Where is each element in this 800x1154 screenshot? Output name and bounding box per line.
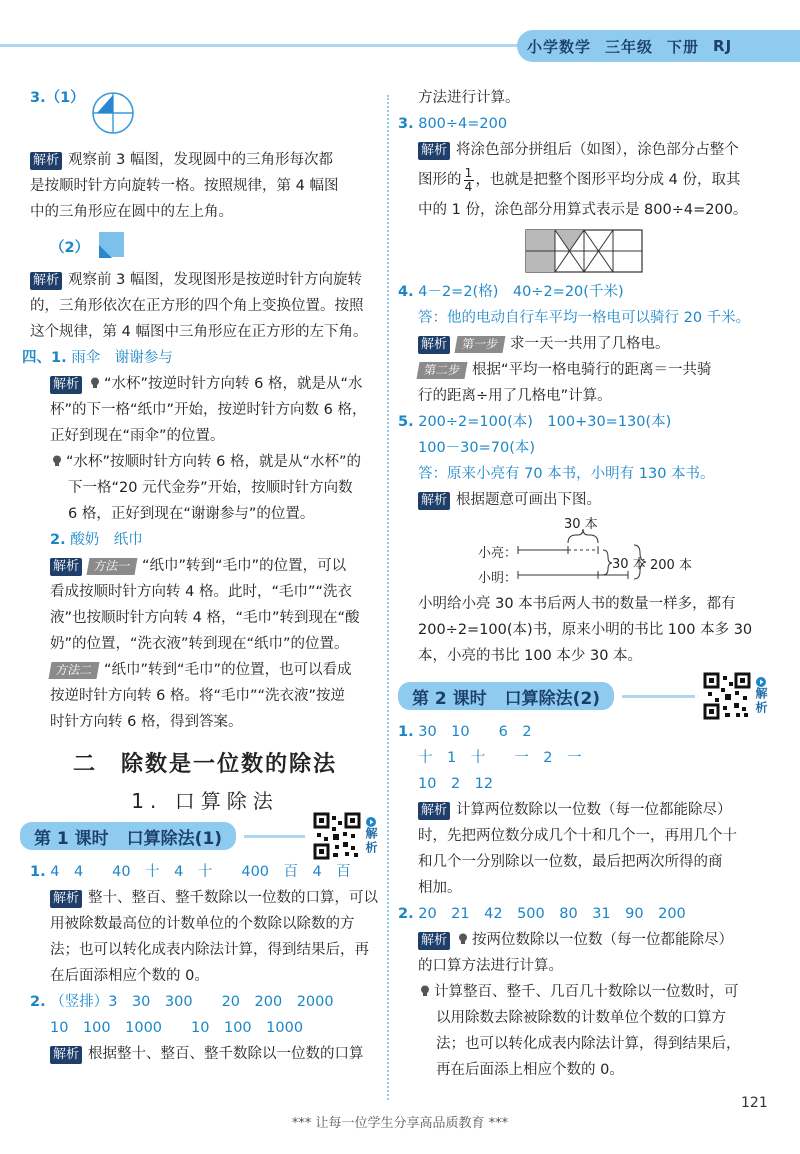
l1-analysis-1: 解析 整十、整百、整千数除以一位数的口算，可以	[30, 885, 380, 911]
l2-answer-2: 10 100 1000 10 100 1000	[50, 1020, 304, 1036]
p1-analysis-1: 解析 计算两位数除以一位数（每一位都能除尽）	[398, 797, 770, 823]
bulb-icon	[90, 377, 100, 389]
analysis-badge: 解析	[50, 376, 82, 394]
analysis-badge: 解析	[418, 492, 450, 510]
lesson2-banner	[398, 679, 770, 713]
bulb-icon	[420, 985, 430, 997]
diagram-top-label: 30 本	[564, 517, 598, 532]
p2-answer: 2. 20 21 42 500 80 31 90 200	[398, 906, 686, 922]
r4-step1: 解析 第一步 求一天一共用了几格电。	[398, 331, 770, 357]
r5-paragraph-1: 小明给小亮 30 本书后两人书的数量一样多，都有	[418, 596, 736, 612]
p1-analysis-3: 和几个一分别除以一位数，最后把两次所得的商	[418, 854, 723, 870]
s4-2-answer: 2. 酸奶 纸巾	[50, 532, 143, 548]
p2-analysis-1: 解析 按两位数除以一位数（每一位都能除尽）	[398, 927, 770, 953]
analysis-badge: 解析	[418, 802, 450, 820]
fraction-one-quarter: $\frac{1}{4}$	[464, 165, 473, 194]
method2-tag: 方法二	[49, 662, 100, 679]
q3-2-row	[30, 225, 380, 267]
step2-tag: 第二步	[417, 362, 468, 379]
s4-2-method1-2: 看成按顺时针方向转 4 格。此时，“毛巾”“洗衣	[50, 584, 352, 600]
r5-analysis: 解析 根据题意可画出下图。	[398, 487, 770, 513]
qr-code-icon[interactable]	[313, 812, 361, 860]
s4-1-analysis-1: 解析 “水杯”按逆时针方向转 6 格，就是从“水	[30, 371, 380, 397]
p1-answer-1: 1. 30 10 6 2	[398, 724, 532, 740]
s4-1-bullet2-2: 下一格“20 元代金券”开始，按顺时针方向数	[68, 480, 353, 496]
l1-analysis-2: 用被除数最高位的计数单位的个数除以除数的方	[50, 916, 355, 932]
s4-1-analysis-3: 正好到现在“雨伞”的位置。	[50, 428, 225, 444]
analysis-badge: 解析	[30, 152, 62, 170]
q3-1-row	[30, 85, 380, 147]
right-column	[398, 85, 770, 1083]
lesson2-pill: 第 2 课时 口算除法(2)	[398, 682, 614, 710]
l2-answer-1: 2. （竖排）3 30 300 20 200 2000	[30, 994, 334, 1010]
sub-title: 1. 口算除法	[131, 789, 279, 813]
header-subject: 小学数学	[527, 37, 592, 56]
step1-tag: 第一步	[455, 336, 506, 353]
r4-answer: 4. 4－2=2(格) 40÷2=20(千米)	[398, 284, 624, 300]
method1-tag: 方法一	[87, 558, 138, 575]
r4-step2: 第二步 根据“平均一格电骑行的距离＝一共骑	[398, 357, 770, 383]
square-triangle-figure	[95, 231, 125, 261]
analysis-badge: 解析	[418, 932, 450, 950]
header-line	[0, 44, 520, 47]
l1-answer: 1. 4 4 40 十 4 十 400 百 4 百	[30, 864, 351, 880]
analysis-badge: 解析	[30, 272, 62, 290]
s4-2-method2-3: 时针方向转 6 格，得到答案。	[50, 714, 243, 730]
q3-1-analysis-1: 解析 观察前 3 幅图，发现圆中的三角形每次都	[30, 147, 380, 173]
play-icon	[756, 677, 766, 687]
s4-2-method1-1: 解析 方法一 “纸巾”转到“毛巾”的位置，可以	[30, 553, 380, 579]
analysis-badge: 解析	[418, 142, 450, 160]
p1-answer-2: 十 1 十 一 2 一	[418, 750, 582, 766]
unit-title: 二 除数是一位数的除法	[72, 752, 337, 777]
r3-answer: 3. 800÷4=200	[398, 116, 508, 132]
r5-paragraph-3: 本，小亮的书比 100 本少 30 本。	[418, 648, 643, 664]
analysis-vert-block	[751, 677, 770, 715]
analysis-vertical-label: 解析	[754, 687, 768, 715]
line-diagram	[398, 513, 770, 591]
p2-bullet2-2: 以用除数去除被除数的计数单位个数的口算方	[436, 1010, 726, 1026]
r5-conclusion: 答：原来小亮有 70 本书，小明有 130 本书。	[418, 466, 715, 482]
r3-analysis-1: 解析 将涂色部分拼组后（如图），涂色部分占整个	[398, 137, 770, 163]
p2-bullet2-4: 再在后面添上相应个数的 0。	[436, 1062, 624, 1078]
bulb-icon	[458, 933, 468, 945]
shaded-rectangle-figure	[525, 229, 643, 273]
r3-figure-row	[398, 223, 770, 279]
analysis-badge: 解析	[50, 558, 82, 576]
r5-answer-2: 100－30=70(本)	[418, 440, 536, 456]
analysis-vert-block	[361, 817, 380, 855]
page-header	[0, 30, 800, 62]
r3-analysis-2: 图形的 $\frac{1}{4}$ ，也就是把整个图形平均分成 4 份，取其	[418, 165, 741, 194]
r5-paragraph-2: 200÷2=100(本)书，原来小明的书比 100 本多 30	[418, 622, 753, 638]
q3-2-analysis-3: 这个规律，第 4 幅图中三角形应在正方形的左下角。	[30, 324, 368, 340]
s4-1-bullet2-1: “水杯”按顺时针方向转 6 格，就是从“水杯”的	[30, 449, 380, 475]
lesson2-line	[622, 695, 695, 698]
p2-bullet2-1: 计算整百、整千、几百几十数除以一位数时，可	[398, 979, 770, 1005]
p1-analysis-2: 时，先把两位数分成几个十和几个一，再用几个十	[418, 828, 737, 844]
p2-bullet2-3: 法；也可以转化成表内除法计算，得到结果后，	[436, 1036, 741, 1052]
diagram-xiaoliang-label: 小亮：	[478, 546, 518, 561]
q3-2-label: （2）	[50, 239, 90, 256]
q3-1-analysis-2: 是按顺时针方向旋转一格。按照规律，第 4 幅图	[30, 178, 339, 194]
s4-1-answer: 四、1. 雨伞 谢谢参与	[22, 350, 173, 366]
diagram-xiaoming-label: 小明：	[478, 571, 518, 586]
analysis-badge: 解析	[418, 336, 450, 354]
diagram-total-label: 200 本	[650, 558, 692, 573]
s4-2-method2-2: 按逆时针方向转 6 格。将“毛巾”“洗衣液”按逆	[50, 688, 345, 704]
analysis-badge: 解析	[50, 1046, 82, 1064]
qr-code-icon[interactable]	[703, 672, 751, 720]
l2-analysis-1: 解析 根据整十、整百、整千数除以一位数的口算	[30, 1041, 380, 1067]
header-term: 下册	[667, 37, 700, 56]
circle-triangle-figure	[91, 91, 135, 135]
l1-analysis-3: 法；也可以转化成表内除法计算，得到结果后，再	[50, 942, 369, 958]
header-pill	[517, 30, 800, 62]
q3-1-label: 3.（1）	[30, 90, 85, 106]
lesson1-pill: 第 1 课时 口算除法(1)	[20, 822, 236, 850]
s4-2-method1-3: 液”也按顺时针方向转 4 格，“毛巾”转到现在“酸	[50, 610, 360, 626]
p1-analysis-4: 相加。	[418, 880, 462, 896]
header-edition: RJ	[713, 37, 733, 55]
page-number: 121	[741, 1095, 768, 1111]
diagram-mid-label: 30 本	[612, 557, 646, 572]
r5-answer-1: 5. 200÷2=100(本) 100+30=130(本)	[398, 414, 672, 430]
q3-1-analysis-3: 中的三角形应在圆中的左上角。	[30, 204, 233, 220]
s4-1-analysis-2: 杯”的下一格“纸巾”开始，按逆时针方向数 6 格，	[50, 402, 367, 418]
header-grade: 三年级	[605, 37, 654, 56]
column-divider	[387, 95, 389, 1100]
p2-analysis-2: 的口算方法进行计算。	[418, 958, 563, 974]
left-column	[22, 85, 380, 1067]
lesson1-line	[244, 835, 305, 838]
analysis-vertical-label: 解析	[364, 827, 378, 855]
play-icon	[366, 817, 376, 827]
footer-slogan: *** 让每一位学生分享高品质教育 ***	[291, 1116, 509, 1131]
q3-2-analysis-2: 的，三角形依次在正方形的四个角上变换位置。按照	[30, 298, 364, 314]
analysis-badge: 解析	[50, 890, 82, 908]
bulb-icon	[52, 455, 62, 467]
r4-step2-cont: 行的距离÷用了几格电”计算。	[418, 388, 612, 404]
r4-conclusion: 答：他的电动自行车平均一格电可以骑行 20 千米。	[418, 310, 751, 326]
p1-answer-3: 10 2 12	[418, 776, 494, 792]
s4-2-method2-1: 方法二 “纸巾”转到“毛巾”的位置，也可以看成	[30, 657, 380, 683]
q3-2-analysis-1: 解析 观察前 3 幅图，发现图形是按逆时针方向旋转	[30, 267, 380, 293]
r0-line: 方法进行计算。	[418, 90, 520, 106]
s4-1-bullet2-3: 6 格，正好到现在“谢谢参与”的位置。	[68, 506, 315, 522]
lesson1-banner	[20, 819, 380, 853]
s4-2-method1-4: 奶”的位置，“洗衣液”转到现在“纸巾”的位置。	[50, 636, 349, 652]
l1-analysis-4: 在后面添相应个数的 0。	[50, 968, 209, 984]
r3-analysis-3: 中的 1 份，涂色部分用算式表示是 800÷4=200。	[418, 202, 748, 218]
